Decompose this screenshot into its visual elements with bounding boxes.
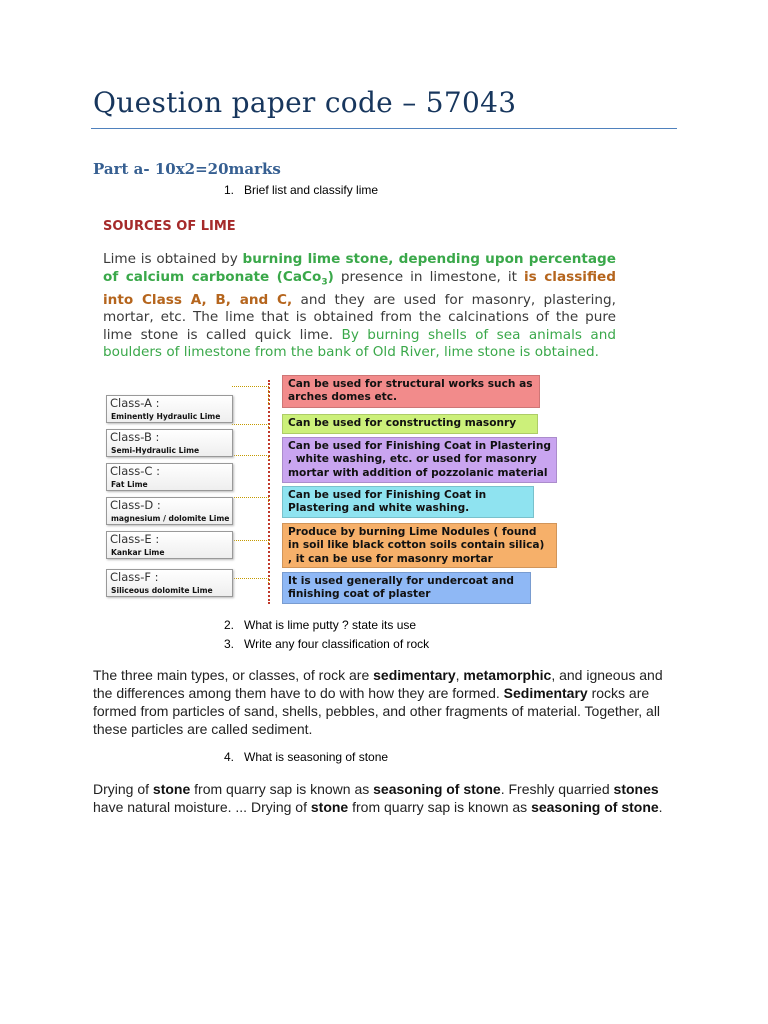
question-number: 4. [224, 750, 235, 764]
class-a-box [106, 395, 233, 423]
question-number: 3. [224, 637, 235, 651]
part-a-heading: Part a- 10x2=20marks [93, 160, 281, 178]
use-box-class-a: Can be used for structural works such as arches domes etc. [282, 375, 540, 408]
question-number: 1. [224, 183, 235, 197]
class-name: Class-B : [110, 430, 160, 444]
diagram-divider-line [268, 380, 270, 604]
class-name: Class-C : [110, 464, 160, 478]
sources-paragraph: Lime is obtained by burning lime stone, depending upon percentage of calcium carbonate (CaCo$_3$) presence in limestone, it is classified into Class A, B, and C, and they are used for masonry, plastering, mortar, etc. The lime that is obtained from the calcinations of the pure lime stone is called quick lime. By burning shells of sea animals and boulders of limestone from the bank of Old River, lime stone is obtained. [103, 251, 617, 361]
class-name: Class-D : [110, 498, 161, 512]
class-e-box [106, 531, 233, 559]
connector-e [232, 540, 269, 545]
class-subtitle: Eminently Hydraulic Lime [111, 412, 221, 421]
use-box-class-d: Can be used for Finishing Coat in Plastering and white washing. [282, 486, 534, 518]
class-d-box [106, 497, 233, 525]
class-b-box [106, 429, 233, 457]
sources-heading: SOURCES OF LIME [103, 219, 236, 234]
rock-classification-answer: The three main types, or classes, of rock are sedimentary, metamorphic, and igneous and the differences among them have to do with how they are formed. Sedimentary rocks are formed from particles of sand, shells, pebbles, and other fragments of material. Together, all these particles are called sediment. [93, 667, 663, 737]
class-subtitle: Kankar Lime [111, 548, 165, 557]
class-name: Class-A : [110, 396, 160, 410]
seasoning-answer: Drying of stone from quarry sap is known as seasoning of stone. Freshly quarried stones have natural moisture. ... Drying of stone from quarry sap is known as seasoning of stone. [93, 781, 663, 815]
class-subtitle: Siliceous dolomite Lime [111, 586, 213, 595]
connector-c [232, 455, 269, 460]
class-f-box [106, 569, 233, 597]
use-box-class-f: It is used generally for undercoat and finishing coat of plaster [282, 572, 531, 604]
connector-d [232, 497, 269, 502]
question-1 [224, 183, 378, 197]
question-text: What is lime putty ? state its use [244, 618, 417, 632]
title-underline [91, 128, 677, 129]
class-subtitle: magnesium / dolomite Lime [111, 514, 230, 523]
question-text: Brief list and classify lime [244, 183, 379, 197]
use-box-class-c: Can be used for Finishing Coat in Plastering , white washing, etc. or used for masonry mortar with addition of pozzolanic material [282, 437, 557, 483]
question-3 [224, 637, 429, 651]
question-text: Write any four classification of rock [244, 637, 430, 651]
class-subtitle: Semi-Hydraulic Lime [111, 446, 200, 455]
class-c-box [106, 463, 233, 491]
question-2 [224, 618, 416, 632]
question-4 [224, 750, 388, 764]
use-box-class-b: Can be used for constructing masonry [282, 414, 538, 434]
connector-a [232, 386, 269, 405]
connector-f [232, 578, 269, 583]
class-name: Class-F : [110, 570, 159, 584]
class-name: Class-E : [110, 532, 160, 546]
connector-b [232, 424, 269, 429]
class-subtitle: Fat Lime [111, 480, 148, 489]
use-box-class-e: Produce by burning Lime Nodules ( found in soil like black cotton soils contain silica) , it can be use for masonry mortar [282, 523, 557, 568]
question-text: What is seasoning of stone [244, 750, 389, 764]
question-number: 2. [224, 618, 235, 632]
document-title: Question paper code – 57043 [93, 86, 517, 119]
